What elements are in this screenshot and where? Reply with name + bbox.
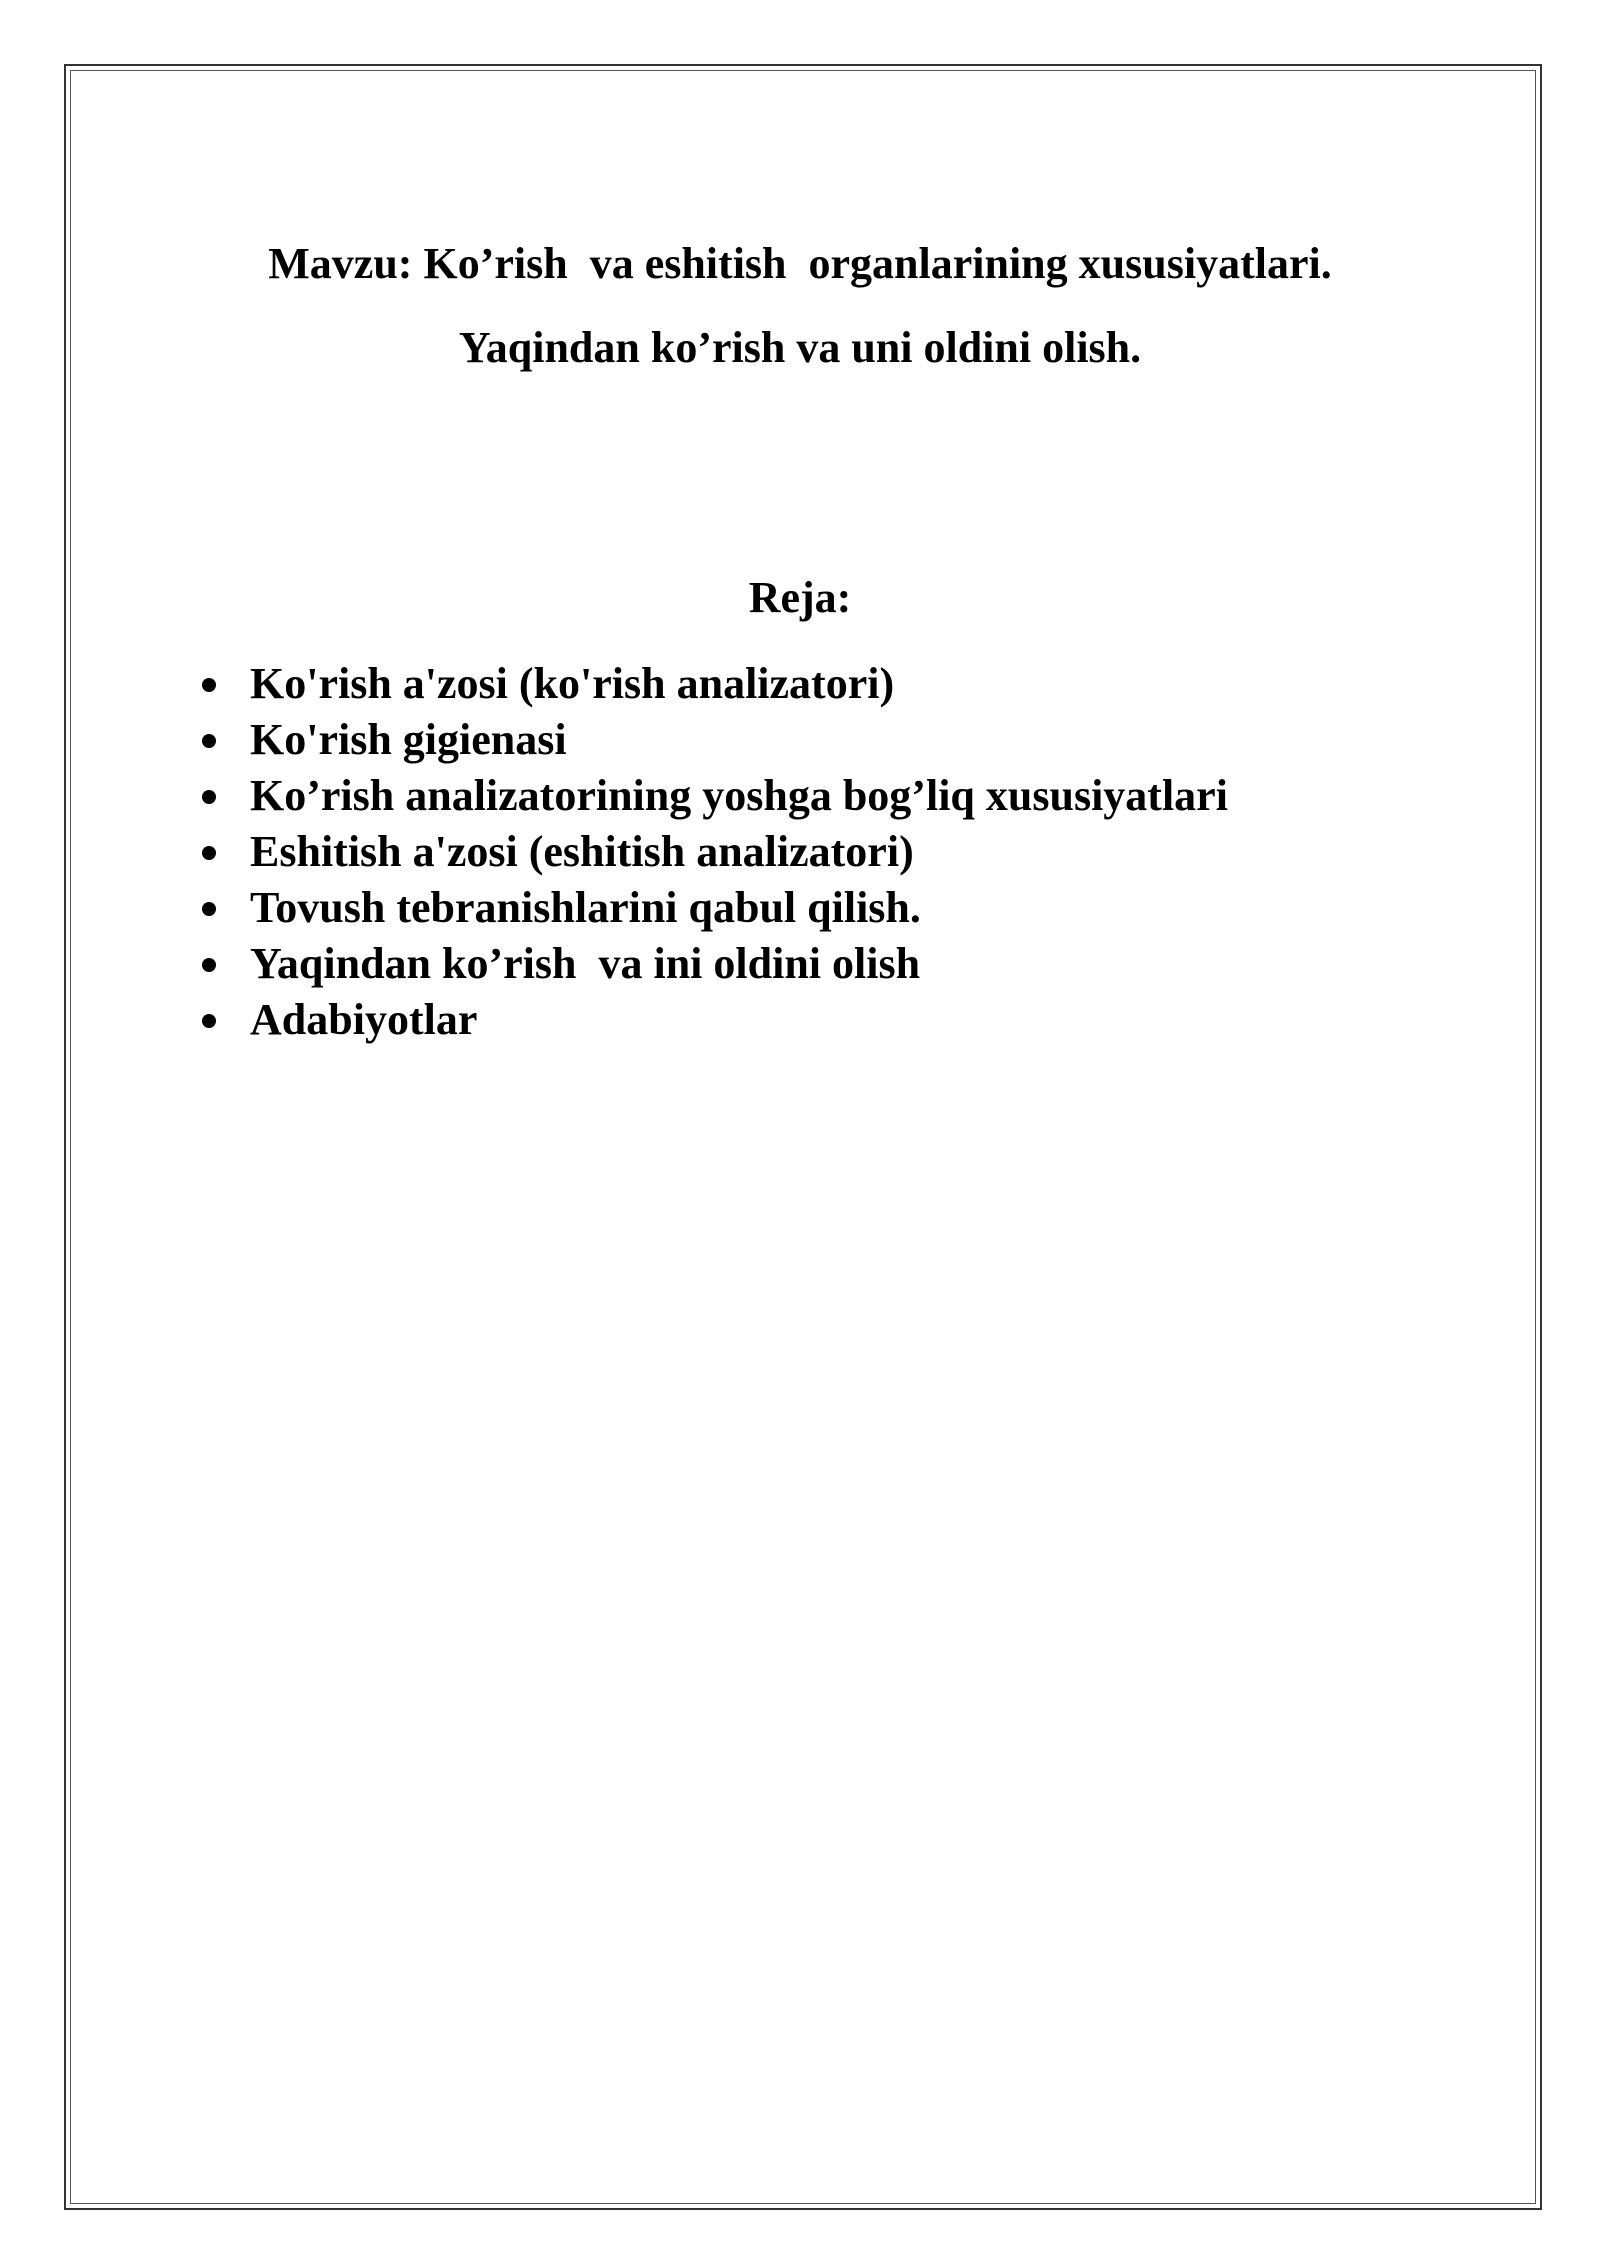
plan-item <box>198 880 1228 936</box>
bullet-icon <box>202 678 216 692</box>
document-title-line-2: Yaqindan ko’rish va uni oldini olish. <box>458 323 1142 372</box>
bullet-icon <box>202 846 216 860</box>
bullet-icon <box>202 1014 216 1028</box>
plan-list <box>198 656 1228 1048</box>
page-border-inner <box>70 70 1536 2204</box>
plan-item <box>198 768 1228 824</box>
plan-item-text: Yaqindan ko’rish va ini oldini olish <box>250 939 921 988</box>
bullet-icon <box>202 790 216 804</box>
plan-item <box>198 992 1228 1048</box>
page-border <box>64 64 1542 2210</box>
document-title-line-1: Mavzu: Ko’rish va eshitish organlarining xususiyatlari. <box>268 239 1332 288</box>
plan-item-text: Ko’rish analizatorining yoshga bog’liq xususiyatlari <box>250 771 1228 820</box>
plan-item <box>198 712 1228 768</box>
bullet-icon <box>202 734 216 748</box>
plan-item-text: Eshitish a'zosi (eshitish analizatori) <box>250 827 914 876</box>
plan-item-text: Tovush tebranishlarini qabul qilish. <box>250 883 921 932</box>
plan-item <box>198 824 1228 880</box>
plan-item-text: Ko'rish gigienasi <box>250 715 567 764</box>
plan-item-text: Adabiyotlar <box>250 995 478 1044</box>
plan-item-text: Ko'rish a'zosi (ko'rish analizatori) <box>250 659 895 708</box>
plan-item <box>198 656 1228 712</box>
plan-heading: Reja: <box>748 573 852 622</box>
plan-item <box>198 936 1228 992</box>
bullet-icon <box>202 958 216 972</box>
bullet-icon <box>202 902 216 916</box>
